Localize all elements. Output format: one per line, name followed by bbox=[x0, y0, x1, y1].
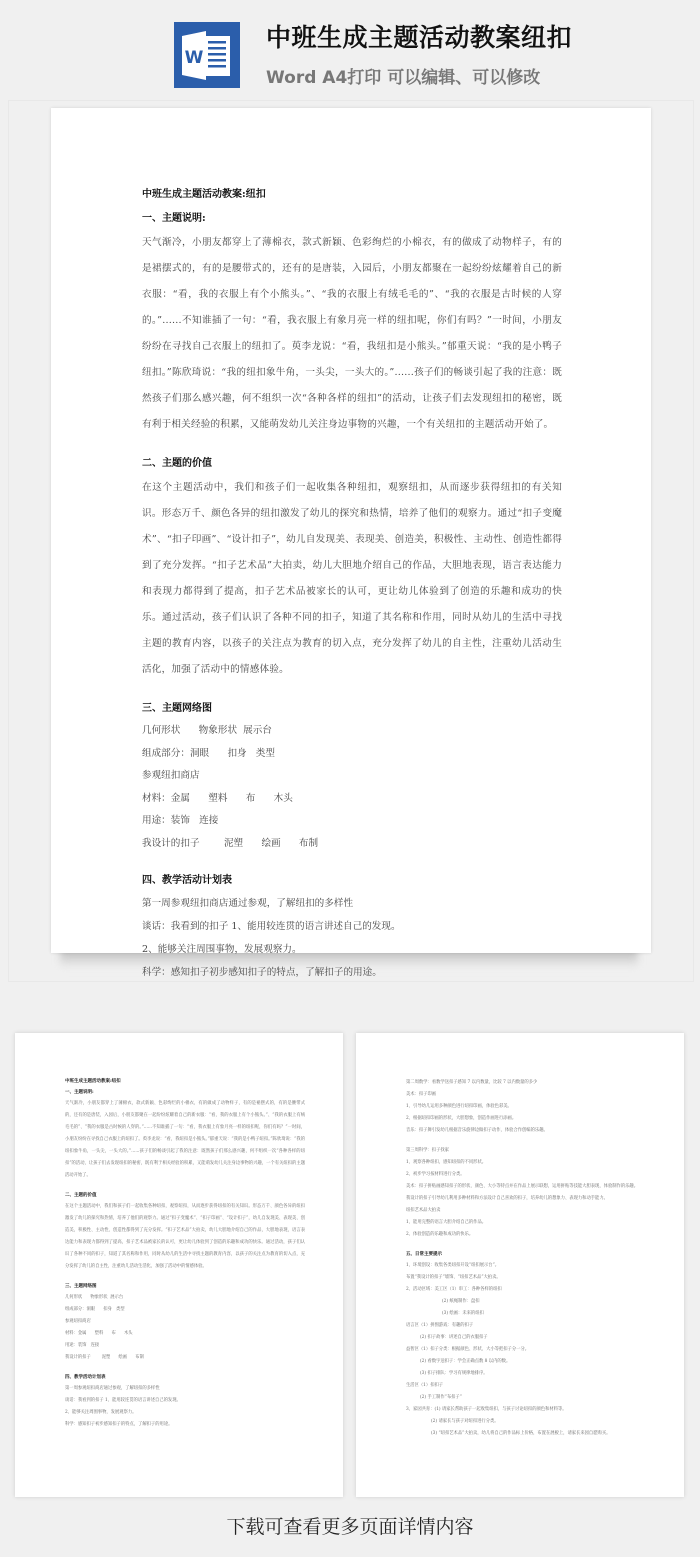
download-more-link[interactable]: 下载可查看更多页面详情内容 bbox=[226, 1516, 474, 1538]
thumb-line: 材料：金属 塑料 布 木头 bbox=[65, 1331, 133, 1336]
thumb-line: (3) 扣子排队：学习有规律地排序。 bbox=[420, 1371, 488, 1376]
page-thumbnail-1[interactable] bbox=[15, 1033, 343, 1497]
header-banner bbox=[0, 0, 700, 100]
thumb-heading: 四、教学活动计划表 bbox=[65, 1375, 106, 1380]
thumb-line: 2、活动区域：美工区（1）串工：各种各样的纽扣 bbox=[406, 1287, 502, 1292]
document-body bbox=[142, 185, 562, 984]
thumb-line: 几何形状 物象形状 展示台 bbox=[65, 1295, 124, 1300]
document-subtitle: Word A4打印 可以编辑、可以修改 bbox=[266, 68, 541, 88]
thumb-line: 组成部分：洞眼 扣身 类型 bbox=[65, 1307, 125, 1312]
plan-line: 2、能够关注周围事物，发展观察力。 bbox=[142, 944, 302, 955]
thumb-line: 纽扣艺术品大拍卖 bbox=[406, 1208, 441, 1213]
svg-text:W: W bbox=[184, 48, 204, 68]
thumb-line: 用途：装饰 连接 bbox=[65, 1343, 100, 1348]
thumbnail-body bbox=[65, 1077, 305, 1431]
main-document-page bbox=[51, 108, 651, 978]
thumb-line: 美术：扣子印画 bbox=[406, 1092, 437, 1097]
network-line: 组成部分：洞眼 扣身 类型 bbox=[142, 747, 275, 759]
thumb-line: 2、根据纽扣印画的形状，大胆想象，创造作画进行添画。 bbox=[406, 1116, 517, 1121]
thumb-line: 第一周参观纽扣商店通过参观，了解纽扣的多样性 bbox=[65, 1386, 160, 1391]
thumb-heading: 二、主题的价值 bbox=[65, 1193, 97, 1198]
doc-title: 中班生成主题活动教案:纽扣 bbox=[142, 189, 266, 200]
section-heading: 二、主题的价值 bbox=[142, 458, 212, 469]
thumb-line: 音乐：扣子舞引发幼儿根据音乐旋律边做扣子动作，体验合作创编的乐趣。 bbox=[406, 1128, 548, 1133]
thumb-line: 3、家园共育：(1) 请家长帮助孩子一起收集纽扣，与孩子讨论纽扣的颜色和材料等。 bbox=[406, 1407, 567, 1412]
thumb-line: (2) 纸绳制作：盘扣 bbox=[442, 1299, 480, 1304]
network-line: 材料：金属 塑料 布 木头 bbox=[142, 792, 293, 804]
thumb-line: 益智区（1）扣子分类：根据颜色、形状、大小等把扣子分一分。 bbox=[406, 1347, 530, 1352]
thumb-paragraph: 在这个主题活动中，我们和孩子们一起收集各种纽扣，观察纽扣，从而逐步获得纽扣的有关知识。形态万千、颜色各异的纽扣激发了幼儿的探究和热情，培养了他们的观察力。通过“扣子变魔术”、“扣子印画”、“设计扣子”，幼儿自发现美、表现美、创造美，积极性、主动性、创造性都得到了充分发挥。“扣子艺术品”大拍卖，幼儿大胆地介绍自己的作品，大胆地表现，语言表达能力和表现力都得到了提高，扣子艺术品被家长的认可，更让幼儿体验到了创造的乐趣和成功的快乐。通过活动，孩子们认识了各种不同的扣子，知道了其名称和作用，同时从幼儿的生活中寻找主题的教育内容，以孩子的关注点为教育的切入点，充分发挥了幼儿的自主性，注重幼儿活动生活化，加强了活动中的情感体验。 bbox=[65, 1204, 305, 1269]
thumb-line: 1、能用完整的语言大胆介绍自己的作品。 bbox=[406, 1220, 487, 1225]
thumb-heading: 五、日常主要提示 bbox=[406, 1252, 442, 1257]
thumb-heading: 三、主题网络图 bbox=[65, 1284, 97, 1289]
thumb-line: (2) 扣子故事：讲述自己的衣服扣子 bbox=[420, 1335, 488, 1340]
thumb-line: 科学：感知扣子初步感知扣子的特点，了解扣子的用途。 bbox=[65, 1422, 173, 1427]
thumb-line: 2、体验创造的乐趣和成功的快乐。 bbox=[406, 1232, 474, 1237]
thumb-line: 1、环境创设：收集各类纽扣开设“纽扣展示台”。 bbox=[406, 1263, 500, 1268]
thumb-paragraph: 天气渐冷，小朋友都穿上了薄棉衣，款式新颖、色彩绚烂的小棉衣，有的做成了动物样子，有的是裙摆式的，有的是腰带式的，还有的是唐装，入园后，小朋友都聚在一起纷纷炫耀着自己的新衣服：“看，我的衣服上有个小熊头。”、“我的衣服上有绒毛毛的”、“我的衣服是古时候的人穿的。”......不知谁插了一句：“看，我衣服上有象月亮一样的纽扣呢，你们有吗？”一时间，小朋友纷纷在寻找自己衣服上的纽扣了。萸李龙说：“看，我纽扣是小熊头。”郁重天说：“我的是小鸭子纽扣。”陈欣琦说：“我的纽扣象牛角，一头尖，一头大的。”......孩子们的畅谈引起了我的注意：既然孩子们那么感兴趣，何不组织一次“各种各样的纽扣”的活动，让孩子们去发现纽扣的秘密，既有利于相关经验的积累，又能萌发幼儿关注身边事物的兴趣，一个有关纽扣的主题活动开始了。 bbox=[65, 1101, 305, 1178]
thumbnail-body bbox=[406, 1077, 641, 1440]
thumb-line: 参观纽扣商店 bbox=[65, 1319, 91, 1324]
page-thumbnail-2[interactable] bbox=[356, 1033, 684, 1497]
thumb-line: 1、引导幼儿运用多种颜色进行纽扣印画，体验色彩美。 bbox=[406, 1104, 512, 1109]
document-title: 中班生成主题活动教案纽扣 bbox=[266, 23, 573, 52]
thumb-line: (3) “纽扣艺术品”大拍卖，幼儿将自己的作品标上价格，布置在展板上，请家长来园自愿购买。 bbox=[431, 1431, 611, 1436]
thumb-line: 2、初步学习按材料进行分类。 bbox=[406, 1172, 465, 1177]
network-line: 用途：装饰 连接 bbox=[142, 815, 219, 826]
thumb-line: (2) 看数字送扣子：学会正确点数 8 以内的数。 bbox=[420, 1359, 511, 1364]
thumb-line: 美术：扣子拼贴画感知扣子的形状、颜色、大小等特点并在作品上展示联想，运用拼贴等技能大胆表现，体验制作的乐趣。 bbox=[406, 1184, 639, 1189]
network-line: 我设计的扣子 泥塑 绘画 布制 bbox=[142, 837, 319, 849]
thumb-line: 2、能够关注周围事物，发展观察力。 bbox=[65, 1410, 137, 1415]
thumb-heading: 一、主题说明: bbox=[65, 1090, 94, 1095]
thumb-line: 我设计的扣子引导幼儿利用多种材料和方法设计自己喜欢的扣子，培养幼儿的想象力、表现力和动手能力。 bbox=[406, 1196, 608, 1201]
thumb-line: 1、观察各种纽扣，感知纽扣的不同形状。 bbox=[406, 1160, 487, 1165]
thumb-line: 第二周数学：看数学送扣子感知 7 以内数量，比较 7 以内数量的多少 bbox=[406, 1080, 538, 1085]
plan-line: 谈话：我看到的扣子 1、能用较连贯的语言讲述自己的发现。 bbox=[142, 921, 401, 932]
plan-line: 科学：感知扣子初步感知扣子的特点，了解扣子的用途。 bbox=[142, 967, 382, 978]
thumb-line: 第三周科学：扣子找家 bbox=[406, 1148, 449, 1153]
section-paragraph: 在这个主题活动中，我们和孩子们一起收集各种纽扣，观察纽扣，从而逐步获得纽扣的有关知识。形态万千、颜色各异的纽扣激发了幼儿的探究和热情，培养了他们的观察力。通过“扣子变魔术”、“扣子印画”、“设计扣子”，幼儿自发现美、表现美、创造美，积极性、主动性、创造性都得到了充分发挥。“扣子艺术品”大拍卖，幼儿大胆地介绍自己的作品，大胆地表现，语言表达能力和表现力都得到了提高，扣子艺术品被家长的认可，更让幼儿体验到了创造的乐趣和成功的快乐。通过活动，孩子们认识了各种不同的扣子，知道了其名称和作用，同时从幼儿的生活中寻找主题的教育内容，以孩子的关注点为教育的切入点，充分发挥了幼儿的自主性，注重幼儿活动生活化，加强了活动中的情感体验。 bbox=[142, 482, 562, 675]
thumb-line: 谈话：我看到的扣子 1、能用较连贯的语言讲述自己的发现。 bbox=[65, 1398, 181, 1403]
thumb-line: (2) 请家长与孩子对纽扣进行分类。 bbox=[431, 1419, 499, 1424]
word-document-icon bbox=[174, 22, 240, 88]
section-heading: 四、教学活动计划表 bbox=[142, 875, 232, 886]
section-paragraph: 天气渐冷，小朋友都穿上了薄棉衣，款式新颖、色彩绚烂的小棉衣，有的做成了动物样子，有的是裙摆式的，有的是腰带式的，还有的是唐装，入园后，小朋友都聚在一起纷纷炫耀着自己的新衣服：“看，我的衣服上有个小熊头。”、“我的衣服上有绒毛毛的”、“我的衣服是古时候的人穿的。”......不知谁插了一句：“看，我衣服上有象月亮一样的纽扣呢，你们有吗？”一时间，小朋友纷纷在寻找自己衣服上的纽扣了。萸李龙说：“看，我纽扣是小熊头。”郁重天说：“我的是小鸭子纽扣。”陈欣琦说：“我的纽扣象牛角，一头尖，一头大的。”......孩子们的畅谈引起了我的注意：既然孩子们那么感兴趣，何不组织一次“各种各样的纽扣”的活动，让孩子们去发现纽扣的秘密，既有利于相关经验的积累，又能萌发幼儿关注身边事物的兴趣，一个有关纽扣的主题活动开始了。 bbox=[142, 237, 562, 430]
network-line: 参观纽扣商店 bbox=[142, 770, 200, 781]
thumb-line: (2) 手工制作“布扣子” bbox=[420, 1395, 462, 1400]
thumb-line: 语言区（1）拼图游戏：有趣的扣子 bbox=[406, 1323, 474, 1328]
network-line: 几何形状 物象形状 展示台 bbox=[142, 725, 272, 736]
plan-line: 第一周参观纽扣商店通过参观，了解纽扣的多样性 bbox=[142, 898, 354, 909]
thumb-title: 中班生成主题活动教案:纽扣 bbox=[65, 1079, 121, 1084]
thumb-line: 布置“我设计的扣子”墙饰、“纽扣艺术品”大拍卖。 bbox=[406, 1275, 501, 1280]
thumb-line: (3) 绘画：未来的纽扣 bbox=[442, 1311, 484, 1316]
section-heading: 三、主题网络图 bbox=[142, 703, 212, 714]
section-heading: 一、主题说明: bbox=[142, 213, 206, 224]
thumb-line: 我设计的扣子 泥塑 绘画 布制 bbox=[65, 1355, 144, 1360]
thumb-line: 生活区（1）扣扣子 bbox=[406, 1383, 444, 1388]
